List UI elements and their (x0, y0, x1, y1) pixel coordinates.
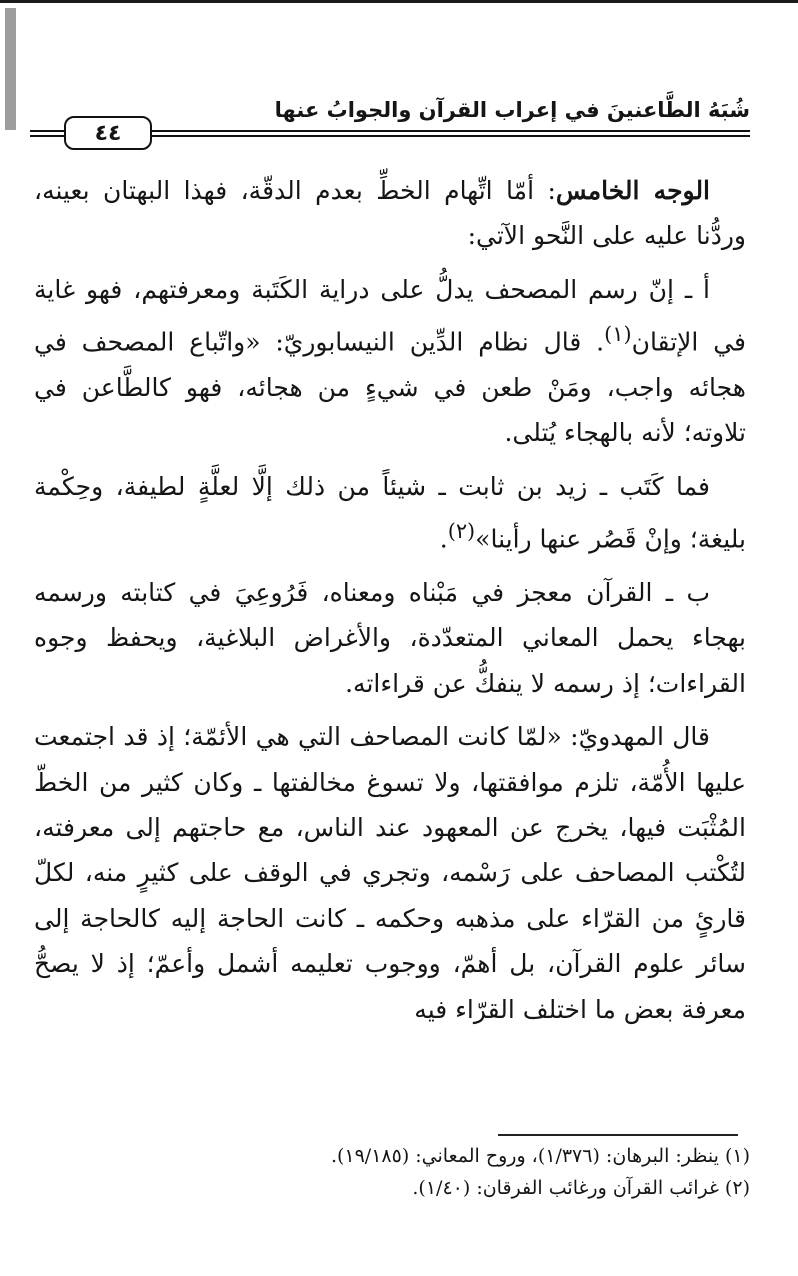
footnote-ref: (١) (604, 322, 632, 347)
page-left-edge (5, 8, 16, 130)
footnote-1: (١) ينظر: البرهان: (١/٣٧٦)، وروح المعاني: (١٩/١٨٥). (330, 1145, 750, 1167)
footnotes (60, 1140, 750, 1204)
paragraph-text: : أمّا اتِّهام الخطِّ بعدم الدقّة، فهذا البهتان بعينه، وردُّنا عليه على النَّحو الآتي: (34, 176, 746, 251)
paragraph-text: . (439, 524, 448, 554)
footnote-separator (498, 1134, 738, 1136)
paragraph-text: أ ـ إنّ رسم المصحف يدلُّ على دراية الكَتَبة ومعرفتهم، فهو غاية في الإتقان (34, 274, 746, 357)
footnote-ref: (٢) (447, 519, 476, 544)
paragraph-text: فما كَتَب ـ زيد بن ثابت ـ شيئاً من ذلك إلَّا لعلَّةٍ لطيفة، وحِكْمة بليغة؛ وإنْ قَصُر عنها رأينا» (34, 471, 746, 554)
paragraph-quote-continuation (34, 464, 746, 562)
page-top-edge (0, 0, 798, 3)
footnote-2: (٢) غرائب القرآن ورغائب الفرقان: (١/٤٠). (412, 1177, 750, 1199)
paragraph-text: . قال نظام الدِّين النيسابوريّ: «واتّباع المصحف في هجائه واجب، ومَنْ طعن في شيءٍ من هجائه، فهو كالطَّاعن في تلاوته؛ لأنه بالهجاء يُتلى. (34, 327, 746, 448)
page-number: ٤٤ (64, 116, 152, 150)
paragraph-point-b: ب ـ القرآن معجز في مَبْناه ومعناه، فَرُوعِيَ في كتابته ورسمه بهجاء يحمل المعاني المتعدّدة، والأغراض البلاغية، ويحفظ وجوه القراءات؛ إذ رسمه لا ينفكُّ عن قراءاته. (34, 577, 746, 698)
running-title: شُبَهُ الطَّاعنينَ في إعراب القرآن والجوابُ عنها (274, 98, 750, 122)
paragraph-point-a (34, 267, 746, 456)
page-header (30, 94, 750, 154)
section-heading: الوجه الخامس (555, 176, 711, 205)
paragraph-fifth-aspect (34, 168, 746, 259)
main-text (34, 168, 746, 1040)
paragraph-mahdawi-quote: قال المهدويّ: «لمّا كانت المصاحف التي هي الأئمّة؛ إذ قد اجتمعت عليها الأُمّة، تلزم موافقتها، ولا تسوغ مخالفتها ـ وكان كثير من الخطّ المُثْبَت فيها، يخرج عن المعهود عند الناس، مع حاجتهم إلى معرفته، لتُكْتب المصاحف على رَسْمه، وتجري في الوقف على كثيرٍ منه، لكلّ قارئٍ من القرّاء على مذهبه وحكمه ـ كانت الحاجة إليه كالحاجة إلى سائر علوم القرآن، بل أهمّ، ووجوب تعليمه أشمل وأعمّ؛ إذ لا يصحُّ معرفة بعض ما اختلف القرّاء فيه (34, 722, 746, 1024)
